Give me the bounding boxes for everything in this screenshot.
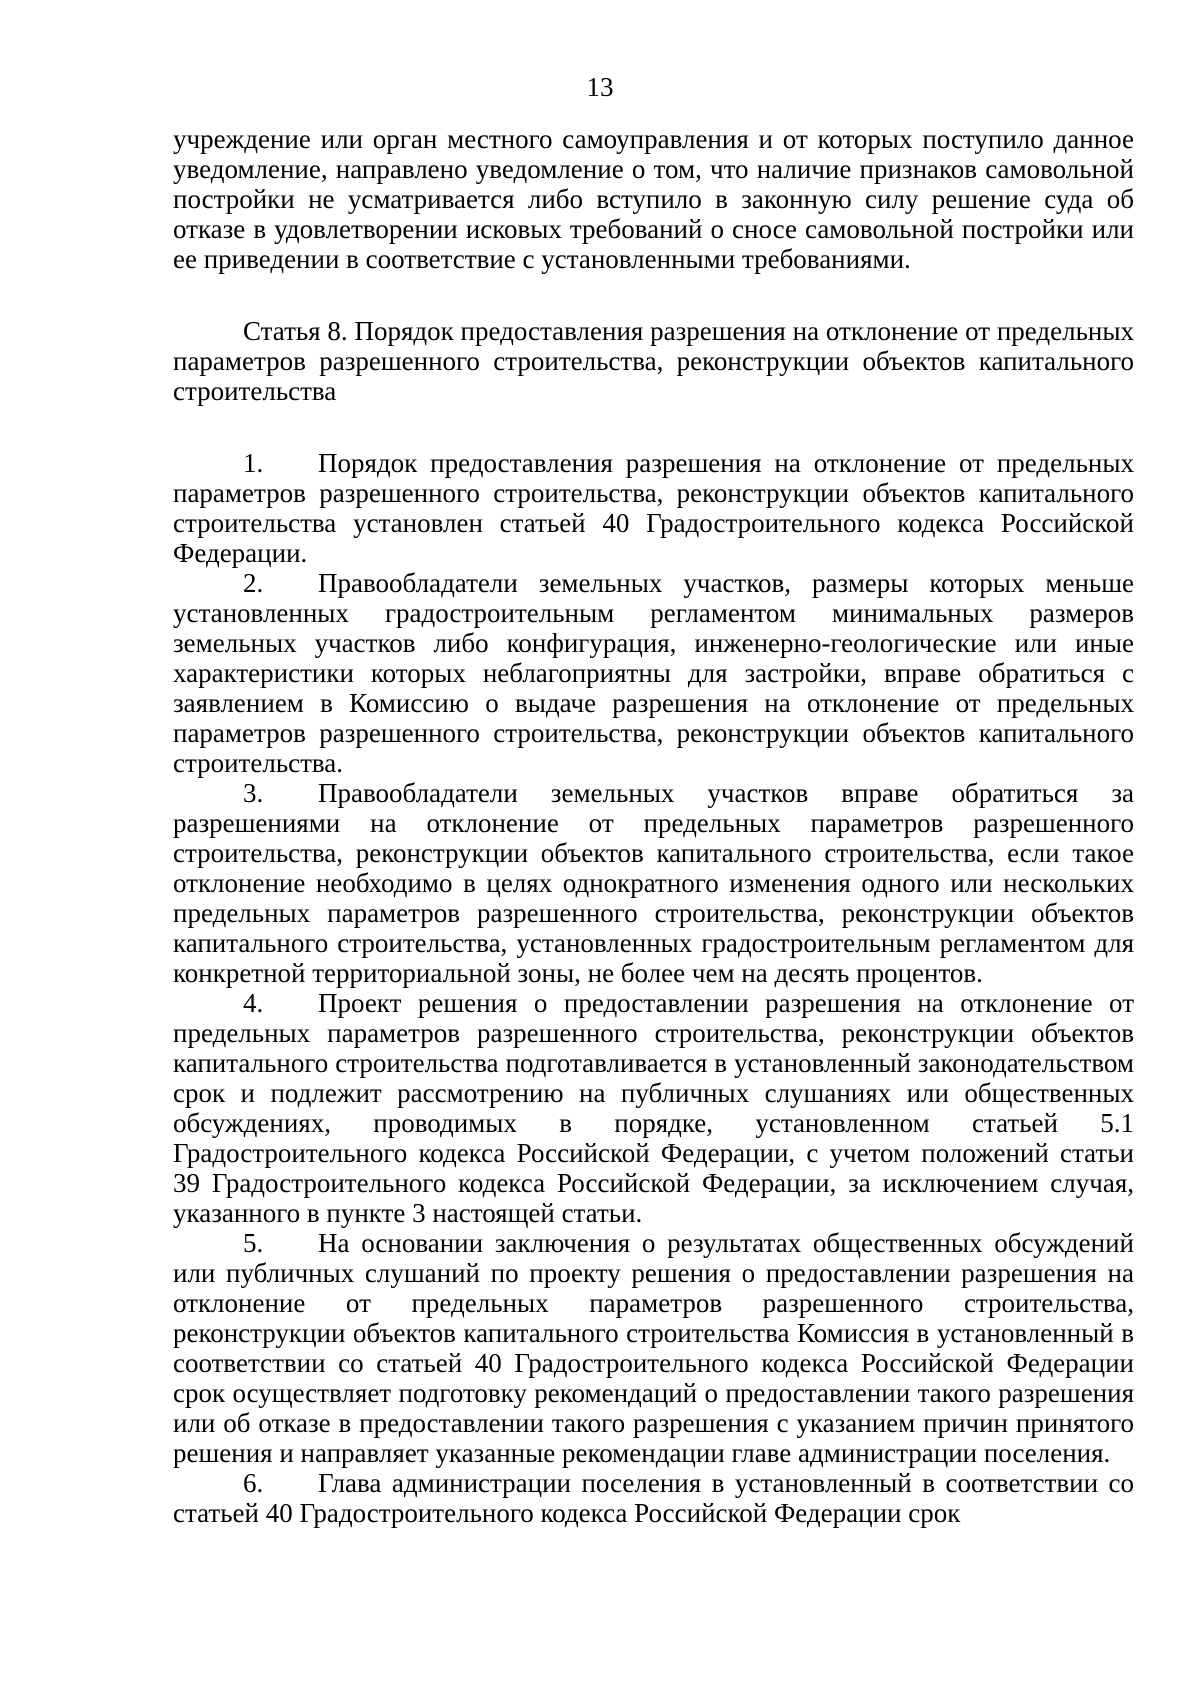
list-item [173, 778, 1134, 988]
list-item [173, 1228, 1134, 1468]
article-heading: Статья 8. Порядок предоставления разрешения на отклонение от предельных параметров разрешенного строительства, реконструкции объектов капитального строительства [173, 316, 1134, 406]
item-text: Правообладатели земельных участков, размеры которых меньше установленных градостроительным регламентом минимальных размеров земельных участков либо конфигурация, инженерно-геологические или иные характеристики которых неблагоприятны для застройки, вправе обратиться с заявлением в Комиссию о выдаче разрешения на отклонение от предельных параметров разрешенного строительства, реконструкции объектов капитального строительства. [173, 568, 1134, 778]
list-item [173, 448, 1134, 568]
item-number: 5. [243, 1228, 264, 1258]
item-text: Порядок предоставления разрешения на отклонение от предельных параметров разрешенного строительства, реконструкции объектов капитального строительства установлен статьей 40 Градостроительного кодекса Российской Федерации. [173, 448, 1134, 568]
list-item [173, 1468, 1134, 1528]
list-item [173, 568, 1134, 778]
page-number: 13 [586, 72, 614, 102]
article-items-list [173, 448, 1134, 1528]
intro-paragraph: учреждение или орган местного самоуправления и от которых поступило данное уведомление, направлено уведомление о том, что наличие признаков самовольной постройки не усматривается либо вступило в законную силу решение суда об отказе в удовлетворении исковых требований о сносе самовольной постройки или ее приведении в соответствие с установленными требованиями. [173, 124, 1134, 274]
item-text: Глава администрации поселения в установленный в соответствии со статьей 40 Градостроительного кодекса Российской Федерации срок [173, 1468, 1134, 1528]
item-number: 6. [243, 1468, 264, 1498]
item-number: 2. [243, 568, 264, 598]
item-text: На основании заключения о результатах общественных обсуждений или публичных слушаний по проекту решения о предоставлении разрешения на отклонение от предельных параметров разрешенного строительства, реконструкции объектов капитального строительства Комиссия в установленный в соответствии со статьей 40 Градостроительного кодекса Российской Федерации срок осуществляет подготовку рекомендаций о предоставлении такого разрешения или об отказе в предоставлении такого разрешения с указанием причин принятого решения и направляет указанные рекомендации главе администрации поселения. [173, 1228, 1134, 1468]
item-number: 1. [243, 448, 264, 478]
item-text: Правообладатели земельных участков вправе обратиться за разрешениями на отклонение от предельных параметров разрешенного строительства, реконструкции объектов капитального строительства, если такое отклонение необходимо в целях однократного изменения одного или нескольких предельных параметров разрешенного строительства, реконструкции объектов капитального строительства, установленных градостроительным регламентом для конкретной территориальной зоны, не более чем на десять процентов. [173, 778, 1134, 988]
item-text: Проект решения о предоставлении разрешения на отклонение от предельных параметров разрешенного строительства, реконструкции объектов капитального строительства подготавливается в установленный законодательством срок и подлежит рассмотрению на публичных слушаниях или общественных обсуждениях, проводимых в порядке, установленном статьей 5.1 Градостроительного кодекса Российской Федерации, с учетом положений статьи 39 Градостроительного кодекса Российской Федерации, за исключением случая, указанного в пункте 3 настоящей статьи. [173, 988, 1134, 1228]
item-number: 4. [243, 988, 264, 1018]
item-number: 3. [243, 778, 264, 808]
list-item [173, 988, 1134, 1228]
